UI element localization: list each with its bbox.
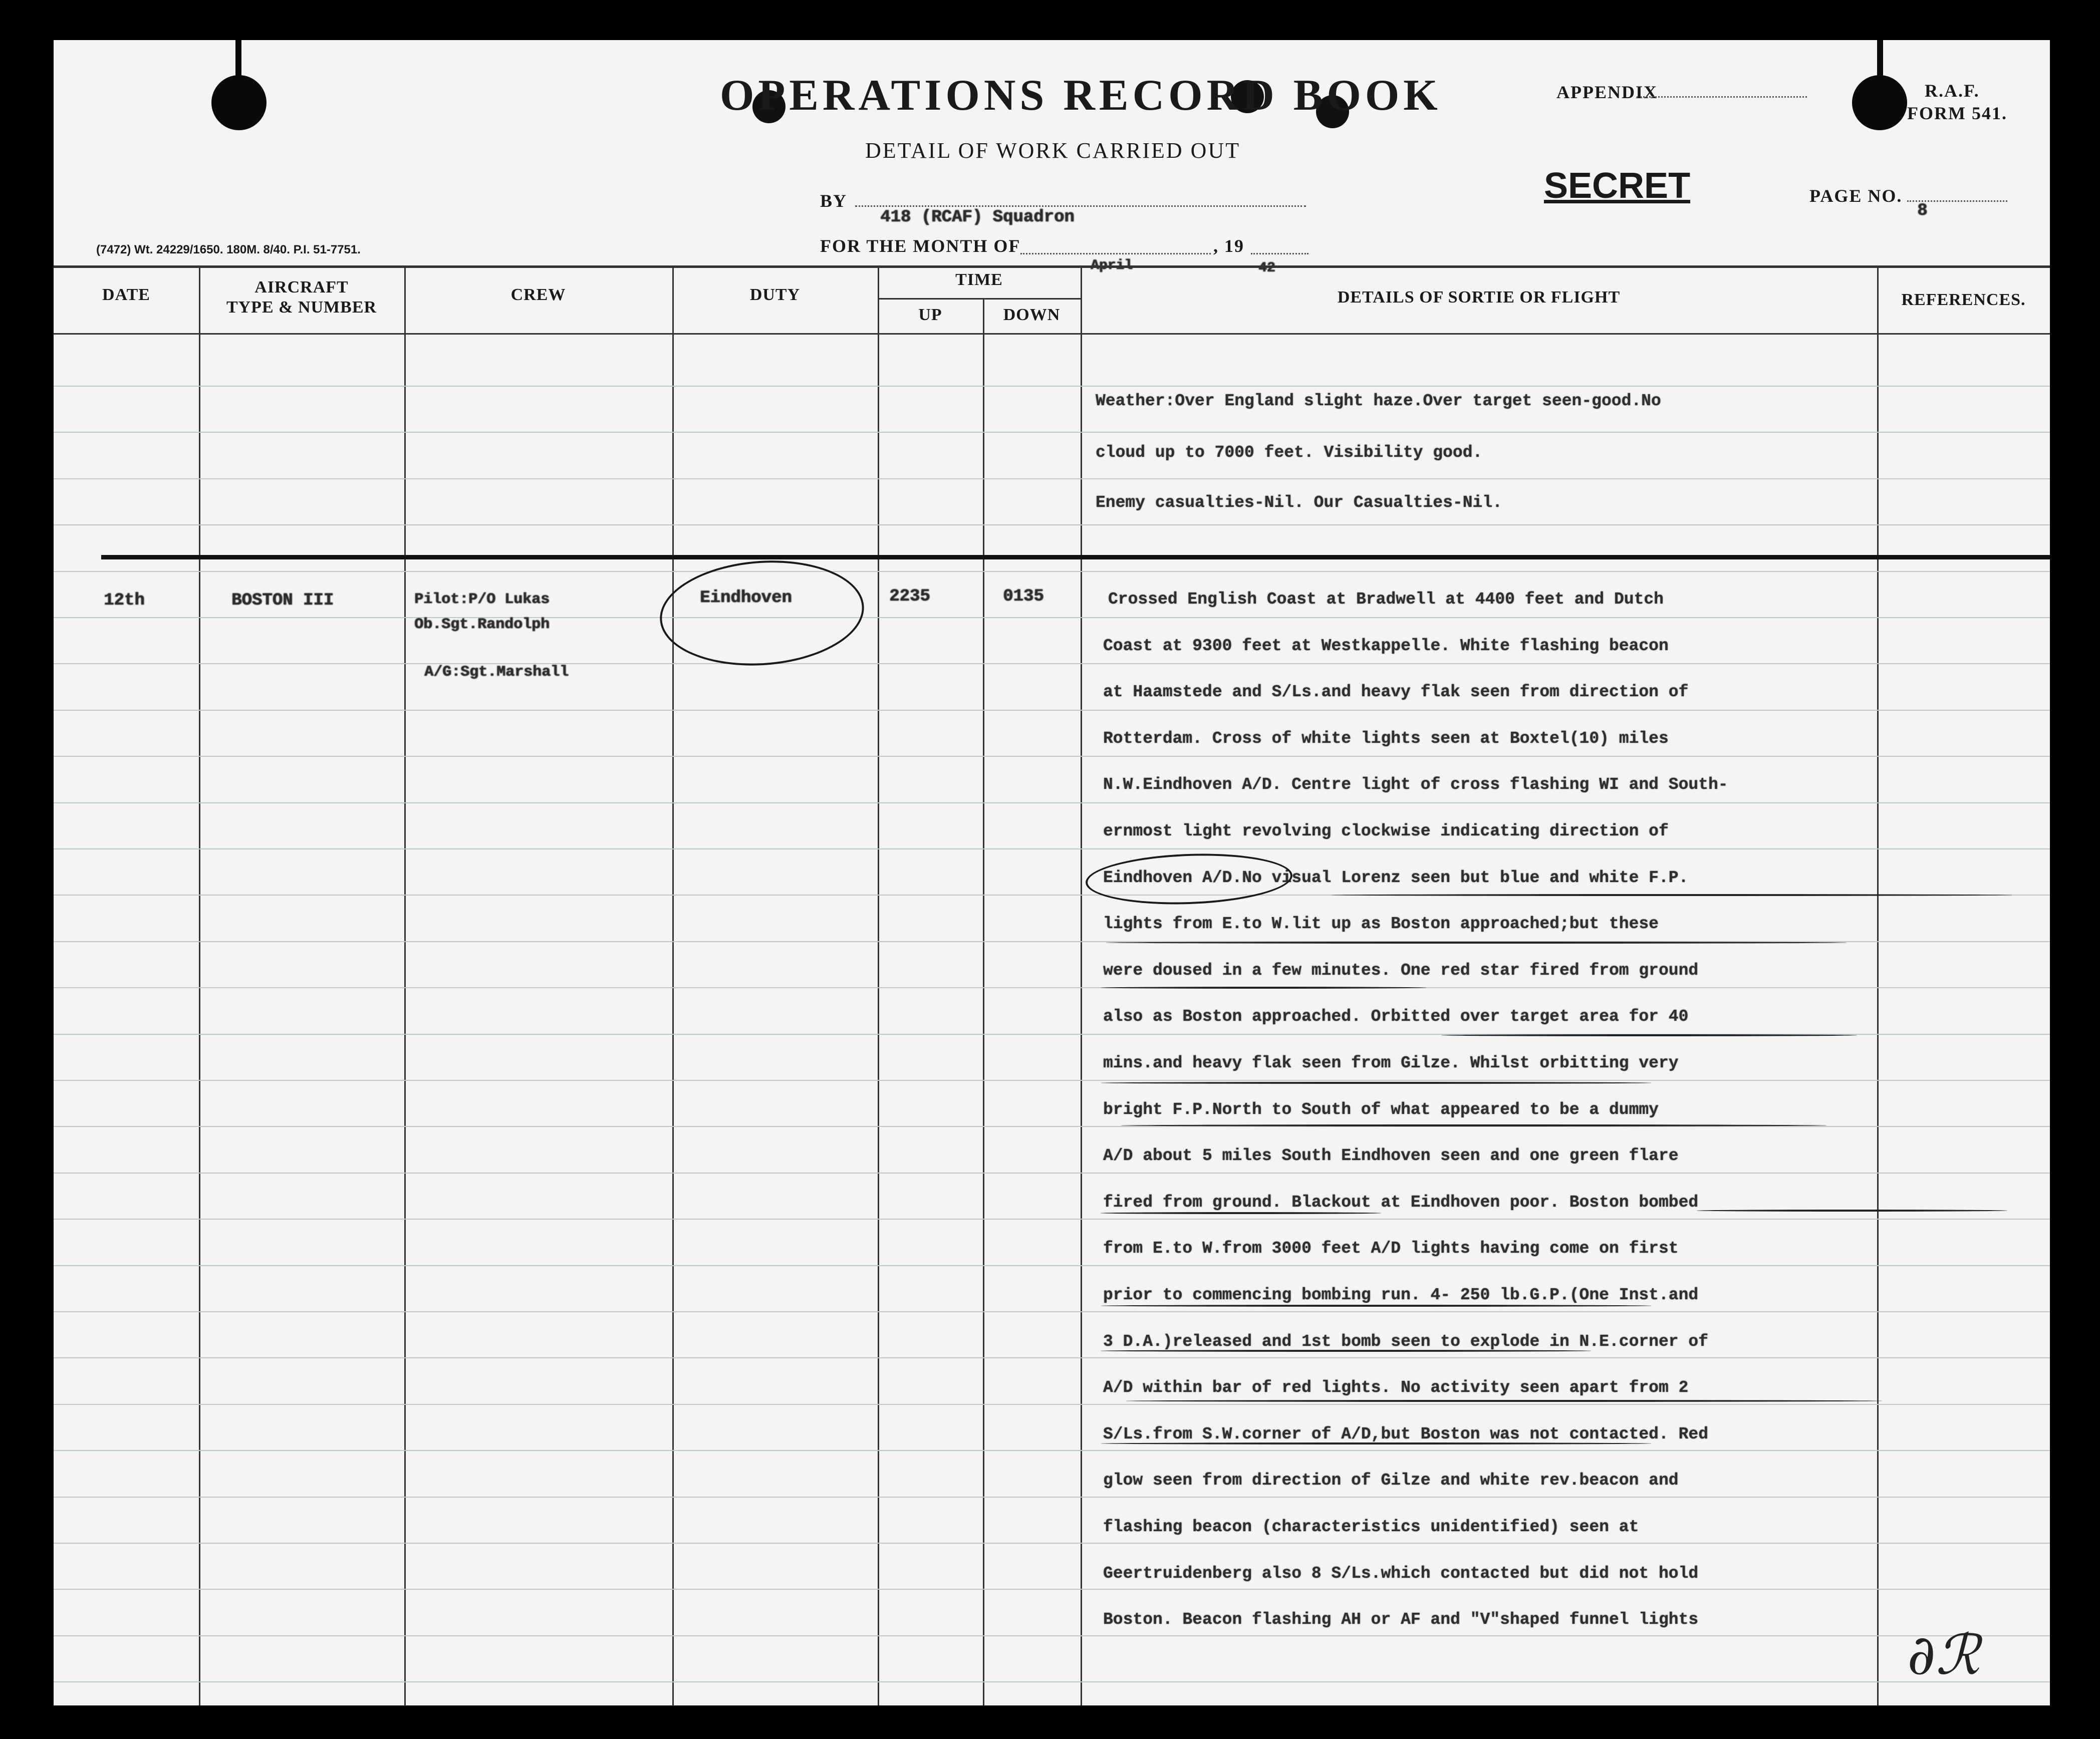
entry-time-up: 2235: [889, 587, 930, 606]
ruled-line: [54, 756, 2050, 757]
ruled-line: [54, 848, 2050, 849]
month-value: April: [1091, 258, 1133, 273]
entry-crew-observer: Ob.Sgt.Randolph: [414, 616, 550, 633]
by-field-line: [855, 205, 1306, 207]
sortie-detail-line: ernmost light revolving clockwise indicating direction of: [1103, 822, 1669, 840]
ruled-line: [54, 432, 2050, 433]
ruled-line: [54, 1543, 2050, 1544]
col-divider: [983, 298, 984, 1705]
header-date: DATE: [102, 285, 150, 304]
underline-annotation: [1331, 894, 2012, 896]
ruled-line: [54, 1080, 2050, 1081]
ruled-line: [54, 1311, 2050, 1312]
sortie-detail-line: bright F.P.North to South of what appeared to be a dummy: [1103, 1100, 1659, 1119]
underline-annotation: [1697, 1210, 2007, 1212]
ruled-line: [54, 386, 2050, 387]
ruled-line: [54, 802, 2050, 803]
sortie-detail-line: Geertruidenberg also 8 S/Ls.which contacted but did not hold: [1103, 1564, 1699, 1583]
underline-annotation: [1441, 1034, 1857, 1036]
year-prefix: , 19: [1213, 236, 1244, 256]
ruled-line: [54, 617, 2050, 618]
entry-aircraft: BOSTON III: [231, 591, 334, 610]
ruled-line: [54, 1219, 2050, 1220]
header-up: UP: [918, 306, 942, 324]
sortie-detail-line: Eindhoven A/D.No visual Lorenz seen but blue and white F.P.: [1103, 868, 1689, 887]
entry-date: 12th: [104, 591, 145, 610]
ruled-line: [54, 1497, 2050, 1498]
sortie-detail-line: Crossed English Coast at Bradwell at 4400 feet and Dutch: [1108, 590, 1664, 609]
initials-annotation: ∂ℛ: [1907, 1623, 1980, 1687]
sortie-detail-line: S/Ls.from S.W.corner of A/D,but Boston was not contacted. Red: [1103, 1424, 1708, 1443]
year-value: 42: [1258, 260, 1275, 276]
secret-stamp: SECRET: [1544, 166, 1691, 206]
form-number: FORM 541.: [1907, 103, 2007, 123]
header-time: TIME: [955, 270, 1003, 289]
punch-hole-right: [1852, 75, 1907, 130]
header-references: REFERENCES.: [1901, 291, 2026, 309]
entry-duty: Eindhoven: [700, 589, 792, 608]
ruled-line: [54, 987, 2050, 988]
sortie-detail-line: Boston. Beacon flashing AH or AF and "V"shaped funnel lights: [1103, 1610, 1699, 1629]
eindhoven-circle-annotation: [1085, 850, 1293, 908]
underline-annotation: [1101, 1350, 1592, 1352]
underline-annotation: [1101, 1442, 1652, 1444]
year-field-line: [1251, 253, 1308, 254]
header-aircraft-type: TYPE & NUMBER: [226, 298, 377, 317]
page-label: PAGE NO.: [1809, 186, 1903, 206]
sortie-detail-line: were doused in a few minutes. One red star fired from ground: [1103, 961, 1699, 980]
entry-crew-pilot: Pilot:P/O Lukas: [414, 591, 550, 608]
form-title: OPERATIONS RECORD BOOK: [720, 71, 1442, 120]
header-aircraft: AIRCRAFT: [254, 278, 349, 297]
col-divider: [404, 265, 406, 1705]
col-divider: [878, 265, 879, 1705]
header-down: DOWN: [1003, 306, 1061, 324]
for-month-label: FOR THE MONTH OF: [820, 236, 1021, 256]
sortie-detail-line: prior to commencing bombing run. 4- 250 lb.G.P.(One Inst.and: [1103, 1286, 1699, 1304]
sortie-detail-line: flashing beacon (characteristics unidentified) seen at: [1103, 1518, 1639, 1536]
sortie-detail-line: A/D about 5 miles South Eindhoven seen and one green flare: [1103, 1146, 1679, 1166]
sortie-detail-line: Rotterdam. Cross of white lights seen at Boxtel(10) miles: [1103, 729, 1669, 748]
underline-annotation: [1106, 942, 1847, 944]
underline-annotation: [1101, 987, 1426, 989]
ruled-line: [54, 1265, 2050, 1266]
print-code: (7472) Wt. 24229/1650. 180M. 8/40. P.I. 51-7751.: [96, 243, 361, 256]
entry-crew-gunner: A/G:Sgt.Marshall: [424, 664, 569, 681]
entry-separator: [101, 555, 2050, 559]
ruled-line: [54, 524, 2050, 525]
sortie-detail-line: from E.to W.from 3000 feet A/D lights having come on first: [1103, 1239, 1679, 1258]
previous-entry-line: Enemy casualties-Nil. Our Casualties-Nil.: [1096, 493, 1502, 512]
ruled-line: [54, 1635, 2050, 1636]
previous-entry-line: cloud up to 7000 feet. Visibility good.: [1096, 443, 1483, 462]
col-divider: [1877, 265, 1879, 1705]
ruled-line: [54, 1589, 2050, 1590]
appendix-label: APPENDIX: [1556, 82, 1658, 102]
sortie-detail-line: mins.and heavy flak seen from Gilze. Whilst orbitting very: [1103, 1054, 1679, 1072]
ruled-line: [54, 710, 2050, 711]
sortie-detail-line: lights from E.to W.lit up as Boston approached;but these: [1103, 915, 1659, 934]
ruled-line: [54, 1126, 2050, 1127]
col-divider: [199, 265, 200, 1705]
header-bottom-rule: [54, 333, 2050, 335]
form-subtitle: DETAIL OF WORK CARRIED OUT: [865, 138, 1241, 163]
form-page: [54, 40, 2050, 1705]
ruled-line: [54, 663, 2050, 664]
header-crew: CREW: [510, 285, 566, 304]
month-field-line: [1020, 253, 1211, 254]
underline-annotation: [1101, 1082, 1652, 1084]
sortie-detail-line: glow seen from direction of Gilze and white rev.beacon and: [1103, 1471, 1679, 1490]
sortie-detail-line: fired from ground. Blackout at Eindhoven poor. Boston bombed: [1103, 1193, 1699, 1212]
appendix-field: [1637, 96, 1807, 98]
col-divider: [1081, 265, 1082, 1705]
by-label: BY: [820, 191, 848, 211]
ruled-line: [54, 478, 2050, 479]
ruled-line: [54, 1404, 2050, 1405]
underline-annotation: [1101, 1305, 1652, 1307]
sortie-detail-line: Coast at 9300 feet at Westkappelle. White flashing beacon: [1103, 636, 1669, 655]
previous-entry-line: Weather:Over England slight haze.Over target seen-good.No: [1096, 392, 1661, 410]
underline-annotation: [1121, 1124, 1827, 1126]
sortie-detail-line: at Haamstede and S/Ls.and heavy flak seen from direction of: [1103, 683, 1689, 702]
time-split-rule: [878, 298, 1081, 300]
ruled-line: [54, 1450, 2050, 1451]
header-duty: DUTY: [749, 285, 801, 304]
page-value: 8: [1917, 201, 1928, 220]
ruled-line: [54, 1173, 2050, 1174]
table-top-rule: [54, 265, 2050, 268]
sortie-detail-line: A/D within bar of red lights. No activity seen apart from 2: [1103, 1378, 1689, 1397]
sortie-detail-line: also as Boston approached. Orbitted over target area for 40: [1103, 1007, 1689, 1026]
punch-hole-left: [211, 75, 267, 130]
ruled-line: [54, 1681, 2050, 1682]
col-divider: [672, 265, 674, 1705]
entry-time-down: 0135: [1003, 587, 1044, 606]
sortie-detail-line: N.W.Eindhoven A/D. Centre light of cross flashing WI and South-: [1103, 775, 1728, 794]
by-value: 418 (RCAF) Squadron: [880, 208, 1075, 227]
raf-label: R.A.F.: [1925, 81, 1980, 101]
underline-annotation: [1126, 1400, 1882, 1402]
ruled-line: [54, 571, 2050, 572]
header-details: DETAILS OF SORTIE OR FLIGHT: [1337, 288, 1621, 307]
sortie-detail-line: 3 D.A.)released and 1st bomb seen to explode in N.E.corner of: [1103, 1332, 1708, 1351]
ruled-line: [54, 1357, 2050, 1358]
underline-annotation: [1101, 1212, 1381, 1214]
